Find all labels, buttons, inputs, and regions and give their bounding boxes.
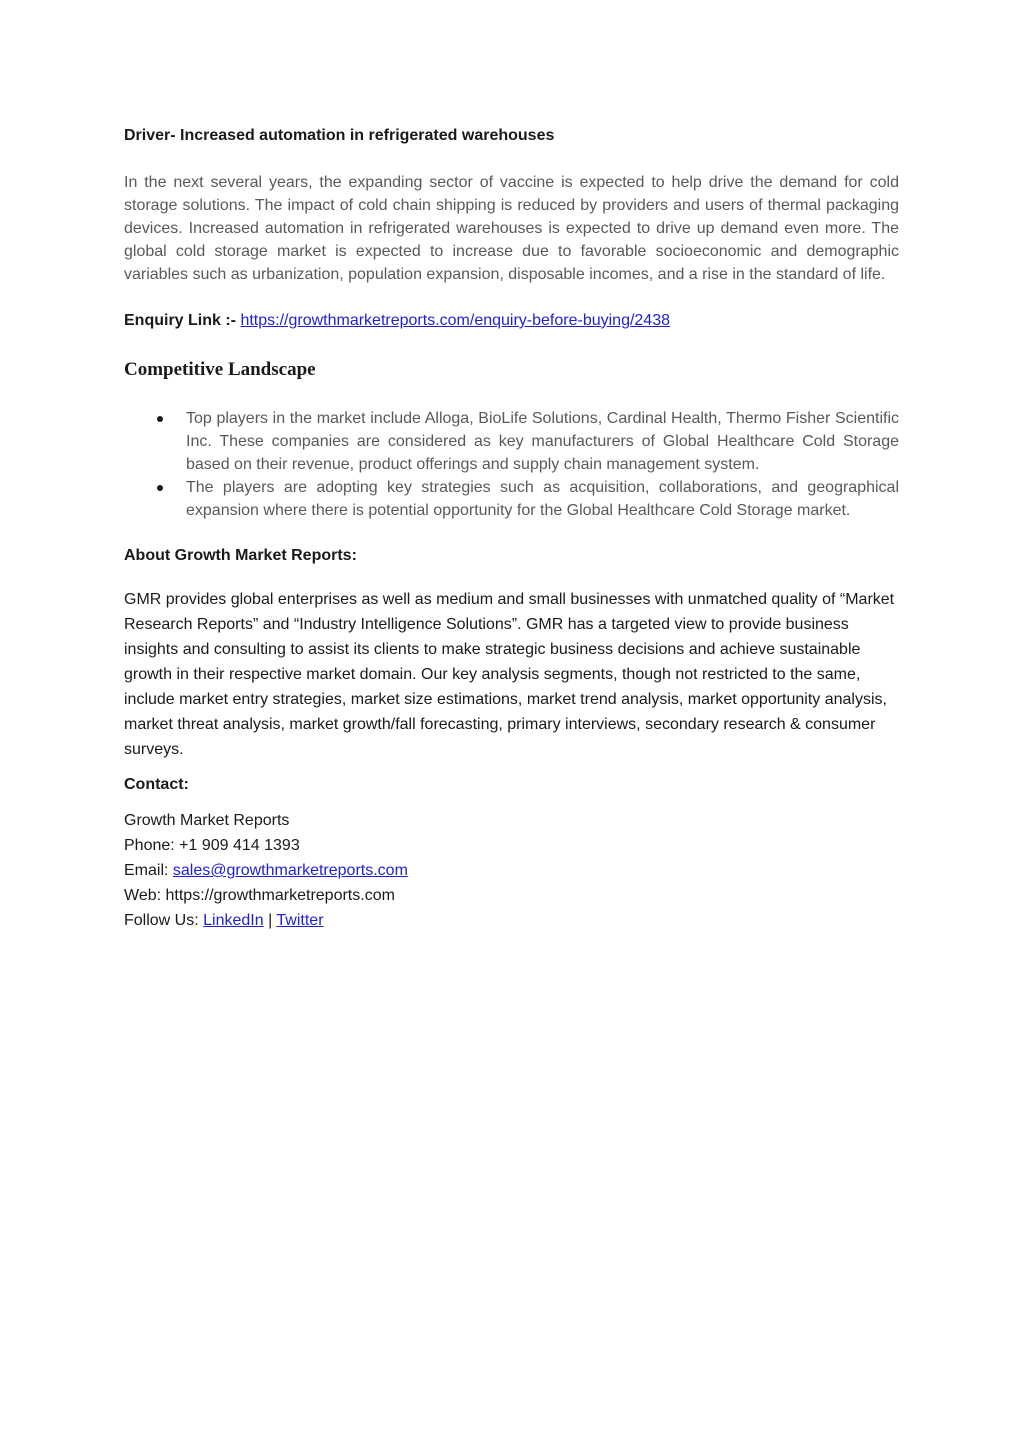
linkedin-link[interactable]: LinkedIn xyxy=(203,912,264,929)
contact-heading: Contact: xyxy=(124,776,189,793)
competitive-landscape-title: Competitive Landscape xyxy=(124,359,316,380)
link-separator: | xyxy=(268,912,273,929)
bullet-text: Top players in the market include Alloga, BioLife Solutions, Cardinal Health, Thermo Fisher Scientific Inc. These companies are considered as key manufacturers of Global Healthcare Cold Storage based on their revenue, product offerings and supply chain management system. xyxy=(186,410,899,473)
bullet-icon xyxy=(157,416,163,422)
contact-follow-line xyxy=(124,908,899,933)
competitive-bullet-list xyxy=(124,407,899,522)
contact-company: Growth Market Reports xyxy=(124,812,290,829)
list-item xyxy=(124,407,899,476)
about-paragraph: GMR provides global enterprises as well as medium and small businesses with unmatched quality of “Market Research Reports” and “Industry Intelligence Solutions”. GMR has a targeted view to provide business insights and consulting to assist its clients to make strategic business decisions and achieve sustainable growth in their respective market domain. Our key analysis segments, though not restricted to the same, include market entry strategies, market size estimations, market trend analysis, market opportunity analysis, market threat analysis, market growth/fall forecasting, primary interviews, secondary research & consumer surveys. xyxy=(124,591,895,758)
contact-phone: Phone: +1 909 414 1393 xyxy=(124,837,300,854)
email-label: Email: xyxy=(124,862,169,879)
enquiry-link[interactable]: https://growthmarketreports.com/enquiry-before-buying/2438 xyxy=(240,312,670,329)
twitter-link[interactable]: Twitter xyxy=(276,912,324,929)
enquiry-line xyxy=(124,309,899,332)
contact-block xyxy=(124,808,899,933)
follow-label: Follow Us: xyxy=(124,912,199,929)
bullet-text: The players are adopting key strategies such as acquisition, collaborations, and geographical expansion where there is potential opportunity for the Global Healthcare Cold Storage market. xyxy=(186,479,899,519)
driver-paragraph: In the next several years, the expanding sector of vaccine is expected to help drive the demand for cold storage solutions. The impact of cold chain shipping is reduced by providers and users of thermal packaging devices. Increased automation in refrigerated warehouses is expected to drive up demand even more. The global cold storage market is expected to increase due to favorable socioeconomic and demographic variables such as urbanization, population expansion, disposable incomes, and a rise in the standard of life. xyxy=(124,174,899,283)
contact-email-line xyxy=(124,858,899,883)
driver-heading: Driver- Increased automation in refrigerated warehouses xyxy=(124,127,555,144)
enquiry-label: Enquiry Link :- xyxy=(124,312,236,329)
list-item xyxy=(124,476,899,522)
bullet-icon xyxy=(157,485,163,491)
email-link[interactable]: sales@growthmarketreports.com xyxy=(172,862,408,879)
contact-web: Web: https://growthmarketreports.com xyxy=(124,887,395,904)
about-heading: About Growth Market Reports: xyxy=(124,547,357,564)
